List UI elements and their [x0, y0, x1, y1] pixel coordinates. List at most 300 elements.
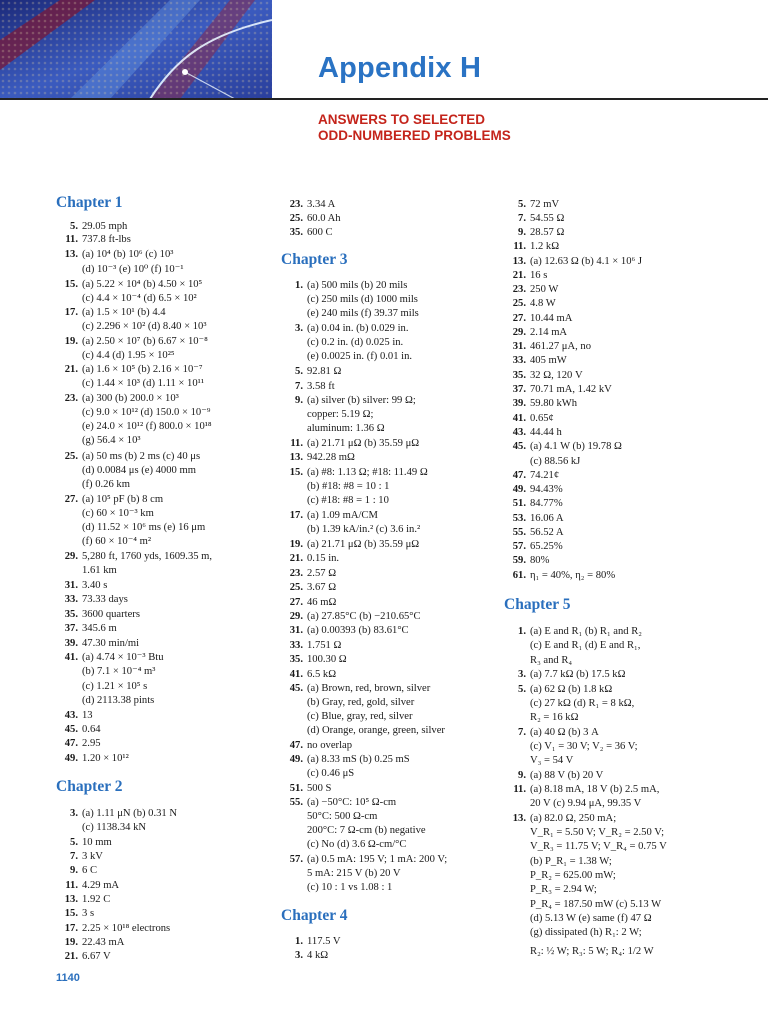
- answer-line: [504, 241, 559, 253]
- problem-number: 37.: [64, 623, 78, 634]
- answer-line: [504, 555, 549, 567]
- problem-number: 29.: [289, 611, 303, 622]
- answer-text: 59.80 kWh: [530, 398, 578, 409]
- answer-text: (a) 8.18 mA, 18 V (b) 2.5 mA,: [530, 784, 660, 795]
- answer-text: 50°C: 500 Ω-cm: [307, 811, 378, 822]
- answer-line: [281, 683, 430, 695]
- problem-number: 27.: [64, 494, 78, 505]
- answer-line: [56, 522, 205, 534]
- answer-text: (c) 1138.34 kN: [82, 822, 147, 833]
- answer-text: (a) 10⁴ (b) 10⁶ (c) 10³: [82, 249, 174, 260]
- problem-number: 29.: [64, 551, 78, 562]
- answer-text: 3600 quarters: [82, 609, 140, 620]
- problem-number: 1.: [518, 626, 526, 637]
- answer-line: [504, 741, 638, 753]
- problem-number: 7.: [295, 381, 303, 392]
- problem-number: 43.: [64, 710, 78, 721]
- answer-text: 500 S: [307, 783, 332, 794]
- answer-line: [281, 711, 413, 723]
- answer-text: 2.57 Ω: [307, 568, 337, 579]
- answer-text: 0.15 in.: [307, 553, 340, 564]
- answer-text: (c) No (d) 3.6 Ω-cm/°C: [307, 839, 407, 850]
- problem-number: 29.: [512, 327, 526, 338]
- answer-text: R₂ = 16 kΩ: [530, 712, 579, 723]
- answer-text: (a) 21.71 μΩ (b) 35.59 μΩ: [307, 539, 420, 550]
- answer-text: 1.20 × 10¹²: [82, 753, 129, 764]
- answer-text: (a) 40 Ω (b) 3 A: [530, 727, 599, 738]
- answer-text: (a) −50°C: 10⁵ Ω-cm: [307, 797, 397, 808]
- problem-number: 11.: [65, 234, 78, 245]
- problem-number: 31.: [512, 341, 526, 352]
- chapter-heading: Chapter 4: [281, 907, 348, 924]
- answer-line: [56, 321, 207, 333]
- problem-number: 57.: [289, 854, 303, 865]
- answer-text: 6.5 kΩ: [307, 669, 337, 680]
- answer-line: [56, 435, 141, 447]
- answer-line: [504, 398, 577, 410]
- answer-text: 2.14 mA: [530, 327, 568, 338]
- problem-number: 59.: [512, 555, 526, 566]
- answer-line: [504, 655, 572, 667]
- answer-text: (a) silver (b) silver: 99 Ω;: [307, 395, 416, 406]
- problem-number: 3.: [518, 669, 526, 680]
- answer-text: (a) 50 ms (b) 2 ms (c) 40 μs: [82, 451, 201, 462]
- answer-line: [56, 234, 131, 246]
- problem-number: 17.: [64, 307, 78, 318]
- answer-line: [281, 669, 336, 681]
- answer-text: 3.67 Ω: [307, 582, 337, 593]
- answer-text: (c) E and R₁ (d) E and R₁,: [530, 640, 641, 651]
- answer-text: (a) Brown, red, brown, silver: [307, 683, 431, 694]
- problem-number: 15.: [289, 467, 303, 478]
- answer-line: [504, 413, 554, 425]
- answer-line: [56, 695, 154, 707]
- answer-line: [504, 470, 559, 482]
- answer-line: [281, 409, 373, 421]
- answer-line: [281, 213, 341, 225]
- answer-text: 461.27 μA, no: [530, 341, 592, 352]
- problem-number: 47.: [64, 738, 78, 749]
- answer-line: [504, 256, 642, 268]
- answer-text: 32 Ω, 120 V: [530, 370, 583, 381]
- answer-line: [281, 740, 352, 752]
- answer-text: 4.29 mA: [82, 880, 120, 891]
- problem-number: 23.: [512, 284, 526, 295]
- answer-text: (a) 0.00393 (b) 83.61°C: [307, 625, 409, 636]
- answer-line: [504, 784, 659, 796]
- answer-line: [56, 880, 119, 892]
- answer-line: [281, 640, 341, 652]
- problem-number: 35.: [289, 654, 303, 665]
- problem-number: 17.: [289, 510, 303, 521]
- chapter-heading: Chapter 3: [281, 251, 348, 268]
- answer-text: (a) 62 Ω (b) 1.8 kΩ: [530, 684, 613, 695]
- answer-text: 92.81 Ω: [307, 366, 342, 377]
- answer-line: [504, 884, 597, 896]
- answer-line: [281, 654, 347, 666]
- answer-line: [56, 494, 163, 506]
- answer-line: [504, 541, 563, 553]
- answer-line: [504, 441, 622, 453]
- answer-line: [56, 865, 97, 877]
- answer-line: [56, 407, 211, 419]
- problem-number: 5.: [295, 366, 303, 377]
- answer-text: 22.43 mA: [82, 937, 125, 948]
- answer-line: [281, 754, 410, 766]
- answer-line: [56, 837, 112, 849]
- answer-line: [56, 580, 107, 592]
- problem-number: 9.: [518, 770, 526, 781]
- problem-number: 9.: [295, 395, 303, 406]
- answer-line: [504, 570, 615, 582]
- answer-line: [504, 199, 559, 211]
- answer-line: [504, 355, 567, 367]
- answer-text: (c) 0.46 μS: [307, 768, 355, 779]
- answer-line: [504, 527, 564, 539]
- answer-line: [281, 524, 420, 536]
- answer-line: [504, 755, 573, 767]
- chapter-heading: Chapter 2: [56, 778, 123, 795]
- problem-number: 11.: [513, 241, 526, 252]
- answer-text: 54.55 Ω: [530, 213, 565, 224]
- answer-text: 1.751 Ω: [307, 640, 342, 651]
- answer-line: [281, 294, 418, 306]
- problem-number: 21.: [64, 364, 78, 375]
- answer-text: 600 C: [307, 227, 333, 238]
- answer-line: [56, 565, 117, 577]
- answer-line: [56, 551, 212, 563]
- answer-text: 4.8 W: [530, 298, 556, 309]
- answer-line: [281, 510, 378, 522]
- answer-text: 28.57 Ω: [530, 227, 565, 238]
- problem-number: 23.: [64, 393, 78, 404]
- problem-number: 17.: [64, 923, 78, 934]
- problem-number: 51.: [289, 783, 303, 794]
- answer-text: (a) 7.7 kΩ (b) 17.5 kΩ: [530, 669, 626, 680]
- problem-number: 19.: [64, 336, 78, 347]
- answer-text: (a) 27.85°C (b) −210.65°C: [307, 611, 421, 622]
- appendix-title: Appendix H: [318, 52, 482, 84]
- answer-line: [281, 438, 419, 450]
- answer-line: [504, 484, 563, 496]
- answer-text: 1.2 kΩ: [530, 241, 560, 252]
- answer-line: [281, 568, 336, 580]
- answer-line: [281, 351, 412, 363]
- answer-text: 6.67 V: [82, 951, 111, 962]
- problem-number: 31.: [64, 580, 78, 591]
- answer-text: R₃ and R₄: [530, 655, 573, 666]
- answer-line: [281, 582, 336, 594]
- problem-number: 7.: [70, 851, 78, 862]
- answer-text: V_R₁ = 5.50 V; V_R₂ = 2.50 V;: [530, 827, 665, 838]
- answer-line: [504, 669, 625, 681]
- answer-line: [281, 811, 377, 823]
- answer-text: (d) 5.13 W (e) same (f) 47 Ω: [530, 913, 652, 924]
- answer-text: (c) #18: #8 = 1 : 10: [307, 495, 389, 506]
- answer-text: 5 mA: 215 V (b) 20 V: [307, 868, 401, 879]
- answer-line: [281, 797, 396, 809]
- answer-text: 405 mW: [530, 355, 567, 366]
- answer-text: (a) 5.22 × 10⁴ (b) 4.50 × 10⁵: [82, 279, 203, 290]
- answer-line: [504, 727, 599, 739]
- answer-text: 3.58 ft: [307, 381, 335, 392]
- answer-line: [281, 553, 339, 565]
- answer-line: [281, 783, 331, 795]
- answer-line: [56, 378, 204, 390]
- problem-number: 5.: [70, 837, 78, 848]
- problem-number: 53.: [512, 513, 526, 524]
- answer-line: [504, 698, 634, 710]
- answer-text: 6 C: [82, 865, 98, 876]
- answer-text: (a) 21.71 μΩ (b) 35.59 μΩ: [307, 438, 420, 449]
- answer-text: (e) 24.0 × 10¹² (f) 800.0 × 10¹⁸: [82, 421, 212, 432]
- answer-line: [504, 327, 567, 339]
- answer-line: [504, 384, 612, 396]
- answer-line: [504, 341, 591, 353]
- answer-text: (c) 250 mils (d) 1000 mils: [307, 294, 418, 305]
- problem-number: 23.: [289, 199, 303, 210]
- answer-line: [56, 923, 170, 935]
- problem-number: 7.: [518, 213, 526, 224]
- answer-text: (a) 500 mils (b) 20 mils: [307, 280, 408, 291]
- answer-line: [504, 298, 556, 310]
- circuit-board-graphic: [0, 0, 272, 99]
- answer-line: [504, 213, 564, 225]
- subtitle-line: ANSWERS TO SELECTED: [318, 112, 486, 127]
- chapter-banner-image: [0, 0, 272, 99]
- problem-number: 41.: [64, 652, 78, 663]
- answer-line: [504, 227, 564, 239]
- problem-number: 35.: [512, 370, 526, 381]
- answer-text: P_R₃ = 2.94 W;: [530, 884, 597, 895]
- answer-line: [281, 381, 335, 393]
- answer-text: (d) 10⁻³ (e) 10⁰ (f) 10⁻¹: [82, 264, 184, 275]
- answer-line: [281, 199, 335, 211]
- answer-text: 73.33 days: [82, 594, 128, 605]
- appendix-subtitle: [318, 112, 511, 143]
- problem-number: 27.: [512, 313, 526, 324]
- chapter-heading: Chapter 5: [504, 596, 571, 613]
- problem-number: 7.: [518, 727, 526, 738]
- answer-line: [281, 839, 406, 851]
- answer-text: 942.28 mΩ: [307, 452, 355, 463]
- problem-number: 13.: [289, 452, 303, 463]
- problem-number: 55.: [512, 527, 526, 538]
- answer-text: 47.30 min/mi: [82, 638, 140, 649]
- problem-number: 35.: [289, 227, 303, 238]
- problem-number: 9.: [518, 227, 526, 238]
- problem-number: 33.: [289, 640, 303, 651]
- answer-text: (c) 27 kΩ (d) R₁ = 8 kΩ,: [530, 698, 635, 709]
- answer-text: (d) 0.0084 μs (e) 4000 mm: [82, 465, 196, 476]
- problem-number: 45.: [289, 683, 303, 694]
- problem-number: 13.: [512, 813, 526, 824]
- problem-number: 1.: [295, 280, 303, 291]
- problem-number: 19.: [64, 937, 78, 948]
- answer-line: [281, 467, 428, 479]
- answer-line: [56, 508, 154, 520]
- answer-text: 56.52 A: [530, 527, 564, 538]
- answer-line: [56, 307, 166, 319]
- answer-text: P_R₄ = 187.50 mW (c) 5.13 W: [530, 899, 662, 910]
- answer-text: (e) 0.0025 in. (f) 0.01 in.: [307, 351, 413, 362]
- answer-text: copper: 5.19 Ω;: [307, 409, 374, 420]
- answer-text: 44.44 h: [530, 427, 562, 438]
- header-rule: [0, 98, 768, 100]
- answer-line: [56, 724, 101, 736]
- answer-text: (a) 12.63 Ω (b) 4.1 × 10⁶ J: [530, 256, 642, 267]
- answer-text: (d) Orange, orange, green, silver: [307, 725, 445, 736]
- answer-line: [281, 854, 447, 866]
- answer-text: (c) 0.2 in. (d) 0.025 in.: [307, 337, 404, 348]
- answer-text: 3 s: [82, 908, 95, 919]
- answer-text: 13: [82, 710, 93, 721]
- answer-line: [281, 868, 401, 880]
- answer-line: [504, 270, 547, 282]
- answer-line: [56, 738, 101, 750]
- answer-line: [281, 337, 403, 349]
- answer-text: (c) 4.4 (d) 1.95 × 10²⁵: [82, 350, 175, 361]
- answer-line: [504, 927, 642, 939]
- answer-line: [281, 452, 355, 464]
- answer-text: 2.95: [82, 738, 101, 749]
- answer-text: (a) 2.50 × 10⁷ (b) 6.67 × 10⁻⁸: [82, 336, 208, 347]
- problem-number: 15.: [64, 908, 78, 919]
- answer-text: (c) Blue, gray, red, silver: [307, 711, 413, 722]
- answer-line: [56, 908, 94, 920]
- chapter-heading: Chapter 1: [56, 194, 123, 211]
- answer-line: [56, 279, 202, 291]
- answer-text: (a) 0.04 in. (b) 0.029 in.: [307, 323, 409, 334]
- answer-text: (g) 56.4 × 10³: [82, 435, 141, 446]
- page-number: 1140: [56, 972, 80, 984]
- answer-line: [281, 825, 426, 837]
- answer-line: [504, 913, 652, 925]
- answer-line: [504, 827, 664, 839]
- problem-number: 43.: [512, 427, 526, 438]
- answer-text: 72 mV: [530, 199, 560, 210]
- answer-text: 2.25 × 10¹⁸ electrons: [82, 923, 171, 934]
- answer-line: [504, 626, 642, 638]
- problem-number: 19.: [289, 539, 303, 550]
- answer-text: 60.0 Ah: [307, 213, 341, 224]
- answer-text: (a) 1.09 mA/CM: [307, 510, 378, 521]
- answer-text: 29.05 mph: [82, 221, 128, 232]
- answer-line: [56, 638, 139, 650]
- answer-line: [56, 594, 128, 606]
- problem-number: 31.: [289, 625, 303, 636]
- answer-text: 0.65¢: [530, 413, 554, 424]
- answer-text: (a) 300 (b) 200.0 × 10³: [82, 393, 179, 404]
- answer-line: [281, 725, 445, 737]
- problem-number: 33.: [64, 594, 78, 605]
- problem-number: 13.: [512, 256, 526, 267]
- answer-line: [281, 227, 333, 239]
- answer-line: [56, 851, 103, 863]
- answer-line: [56, 609, 140, 621]
- problem-number: 39.: [512, 398, 526, 409]
- problem-number: 3.: [295, 950, 303, 961]
- problem-number: 47.: [512, 470, 526, 481]
- problem-number: 5.: [518, 199, 526, 210]
- problem-number: 21.: [512, 270, 526, 281]
- answer-line: [281, 481, 389, 493]
- answer-line: [504, 313, 572, 325]
- problem-number: 11.: [290, 438, 303, 449]
- answer-line: [504, 770, 603, 782]
- answer-line: [56, 652, 164, 664]
- problem-number: 47.: [289, 740, 303, 751]
- answer-text: (a) #8: 1.13 Ω; #18: 11.49 Ω: [307, 467, 428, 478]
- problem-number: 51.: [512, 498, 526, 509]
- answer-line: [56, 221, 127, 233]
- answer-line: [281, 882, 392, 894]
- answer-text: 46 mΩ: [307, 597, 337, 608]
- answer-line: [281, 366, 341, 378]
- answer-line: [56, 808, 177, 820]
- answer-text: η₁ = 40%, η₂ = 80%: [530, 570, 616, 581]
- answer-line: [56, 350, 175, 362]
- answer-line: [281, 323, 409, 335]
- problem-number: 13.: [64, 249, 78, 260]
- answer-line: [281, 539, 419, 551]
- answer-line: [56, 364, 203, 376]
- answer-text: 200°C: 7 Ω-cm (b) negative: [307, 825, 426, 836]
- answer-line: [56, 937, 124, 949]
- answer-line: [504, 856, 612, 868]
- answer-text: R₂: ½ W; R₃: 5 W; R₄: 1/2 W: [530, 946, 654, 957]
- problem-number: 1.: [295, 936, 303, 947]
- problem-number: 13.: [64, 894, 78, 905]
- answer-text: (a) 10⁵ pF (b) 8 cm: [82, 494, 164, 505]
- problem-number: 33.: [512, 355, 526, 366]
- answer-text: 117.5 V: [307, 936, 341, 947]
- answer-line: [281, 697, 414, 709]
- problem-number: 5.: [518, 684, 526, 695]
- answer-text: 70.71 mA, 1.42 kV: [530, 384, 612, 395]
- answer-line: [56, 479, 130, 491]
- problem-number: 23.: [289, 568, 303, 579]
- problem-number: 49.: [289, 754, 303, 765]
- answer-text: 10.44 mA: [530, 313, 573, 324]
- problem-number: 25.: [64, 451, 78, 462]
- answer-text: (c) 9.0 × 10¹² (d) 150.0 × 10⁻⁹: [82, 407, 211, 418]
- problem-number: 25.: [289, 582, 303, 593]
- answer-line: [56, 536, 151, 548]
- answer-line: [281, 395, 416, 407]
- answer-text: 94.43%: [530, 484, 563, 495]
- answer-text: 74.21¢: [530, 470, 560, 481]
- answer-line: [56, 293, 197, 305]
- answer-text: (f) 0.26 km: [82, 479, 130, 490]
- answer-text: 3.34 A: [307, 199, 336, 210]
- answer-line: [56, 822, 146, 834]
- answer-line: [504, 899, 661, 911]
- answer-text: 3 kV: [82, 851, 103, 862]
- answer-text: (a) 8.33 mS (b) 0.25 mS: [307, 754, 410, 765]
- answer-line: [281, 280, 407, 292]
- answer-text: 737.8 ft-lbs: [82, 234, 131, 245]
- answer-line: [56, 623, 117, 635]
- answer-text: (e) 240 mils (f) 39.37 mils: [307, 308, 419, 319]
- answer-text: 3.40 s: [82, 580, 108, 591]
- answer-line: [504, 513, 564, 525]
- answer-line: [504, 370, 583, 382]
- problem-number: 41.: [289, 669, 303, 680]
- answer-line: [56, 249, 173, 261]
- answer-text: (c) V₁ = 30 V; V₂ = 36 V;: [530, 741, 638, 752]
- answer-line: [56, 753, 129, 765]
